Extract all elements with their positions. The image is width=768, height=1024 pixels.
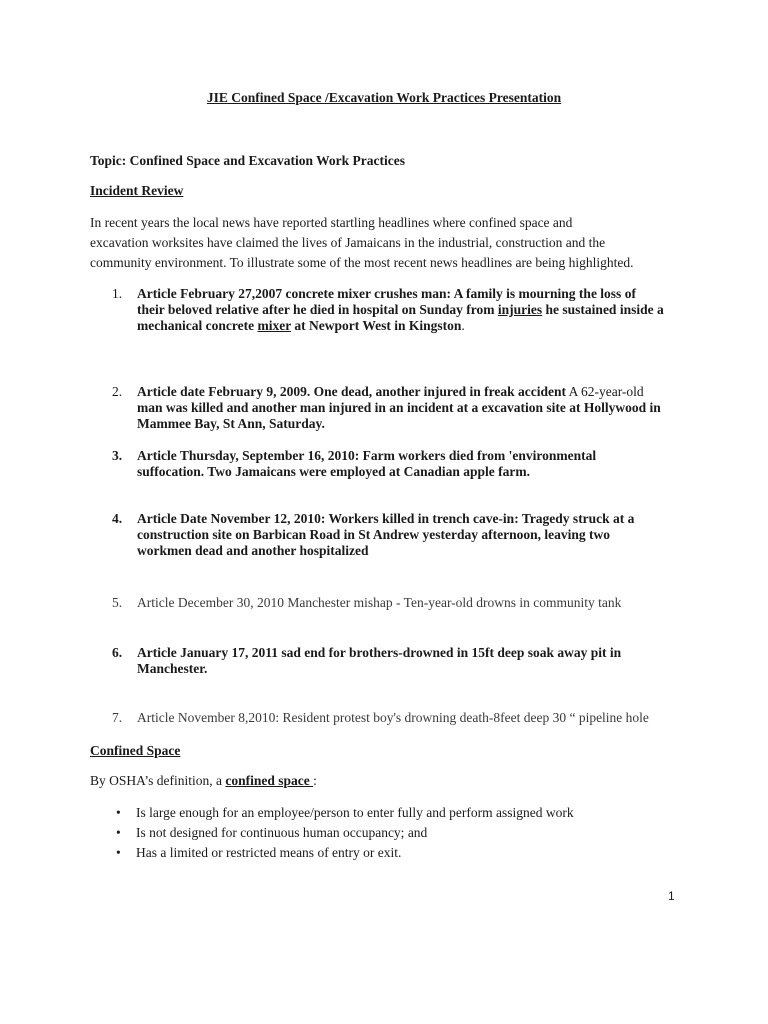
article-line: Mammee Bay, St Ann, Saturday.: [137, 416, 325, 431]
article-text: [137, 286, 697, 334]
text-run: .: [461, 318, 465, 333]
article-line: Manchester.: [137, 661, 208, 676]
confined-space-heading: Confined Space: [90, 743, 181, 758]
intro-line: excavation worksites have claimed the lives of Jamaicans in the industrial, construction and the: [90, 235, 606, 250]
document-title: JIE Confined Space /Excavation Work Practices Presentation: [206, 90, 562, 105]
defined-term: confined space: [225, 773, 314, 788]
article-line: [137, 318, 697, 334]
article-line: suffocation. Two Jamaicans were employed at Canadian apple farm.: [137, 464, 530, 479]
article-line: [137, 302, 697, 318]
article-text: [137, 595, 697, 611]
topic-line: Topic: Confined Space and Excavation Work Practices: [90, 153, 406, 168]
bullet-item: [112, 825, 574, 845]
list-number: 6.: [112, 645, 123, 660]
list-number: 7.: [112, 710, 123, 725]
bullet-item: [112, 845, 574, 865]
bullet-text: Is not designed for continuous human occupancy; and: [136, 825, 428, 840]
incident-review-heading: Incident Review: [90, 183, 184, 198]
bullet-icon: •: [116, 805, 121, 820]
article-line: Article January 17, 2011 sad end for brothers-drowned in 15ft deep soak away pit in: [137, 645, 622, 660]
text-run: their beloved relative after he died in hospital on Sunday from: [137, 302, 498, 317]
bullet-icon: •: [116, 825, 121, 840]
text-run: :: [313, 773, 317, 788]
article-text: [137, 384, 697, 432]
list-number: 5.: [112, 595, 123, 610]
article-text: [137, 710, 697, 726]
bullet-text: Has a limited or restricted means of entry or exit.: [136, 845, 402, 860]
bullet-item: [112, 805, 574, 825]
article-line: Article November 8,2010: Resident protest boy's drowning death-8feet deep 30 “ pipeline hole: [137, 710, 649, 725]
list-number: 2.: [112, 384, 123, 399]
article-text: [137, 511, 697, 559]
text-run: By OSHA’s definition, a: [90, 773, 226, 788]
osha-definition-line: [90, 773, 317, 789]
article-text: [137, 448, 697, 480]
article-line: Article Thursday, September 16, 2010: Farm workers died from 'environmental: [137, 448, 597, 463]
intro-paragraph: [90, 213, 680, 273]
text-run: he sustained inside a: [542, 302, 664, 317]
text-run: at Newport West in Kingston: [290, 318, 462, 333]
text-run: A 62-year-old: [565, 384, 644, 399]
underlined-word: injuries: [497, 302, 543, 317]
article-line: workmen dead and another hospitalized: [137, 543, 369, 558]
list-number: 1.: [112, 286, 123, 301]
intro-line: community environment. To illustrate some of the most recent news headlines are being highlighted.: [90, 255, 634, 270]
page-number: 1: [668, 889, 675, 903]
article-text: [137, 645, 697, 677]
bullet-icon: •: [116, 845, 121, 860]
list-number: 4.: [112, 511, 123, 526]
intro-line: In recent years the local news have reported startling headlines where confined space and: [90, 215, 573, 230]
article-line: Article Date November 12, 2010: Workers killed in trench cave-in: Tragedy struck at a: [137, 511, 635, 526]
definition-bullet-list: [112, 805, 574, 865]
article-line: Article February 27,2007 concrete mixer crushes man: A family is mourning the loss of: [137, 286, 636, 301]
underlined-word: mixer: [257, 318, 291, 333]
article-line: construction site on Barbican Road in St Andrew yesterday afternoon, leaving two: [137, 527, 611, 542]
text-run: mechanical concrete: [137, 318, 258, 333]
bullet-text: Is large enough for an employee/person to enter fully and perform assigned work: [136, 805, 574, 820]
list-number: 3.: [112, 448, 123, 463]
text-run: Article date February 9, 2009. One dead, another injured in freak accident: [137, 384, 566, 399]
article-line: Article December 30, 2010 Manchester mishap - Ten-year-old drowns in community tank: [137, 595, 622, 610]
article-line: man was killed and another man injured in an incident at a excavation site at Hollywood in: [137, 400, 661, 415]
article-line: [137, 384, 697, 400]
